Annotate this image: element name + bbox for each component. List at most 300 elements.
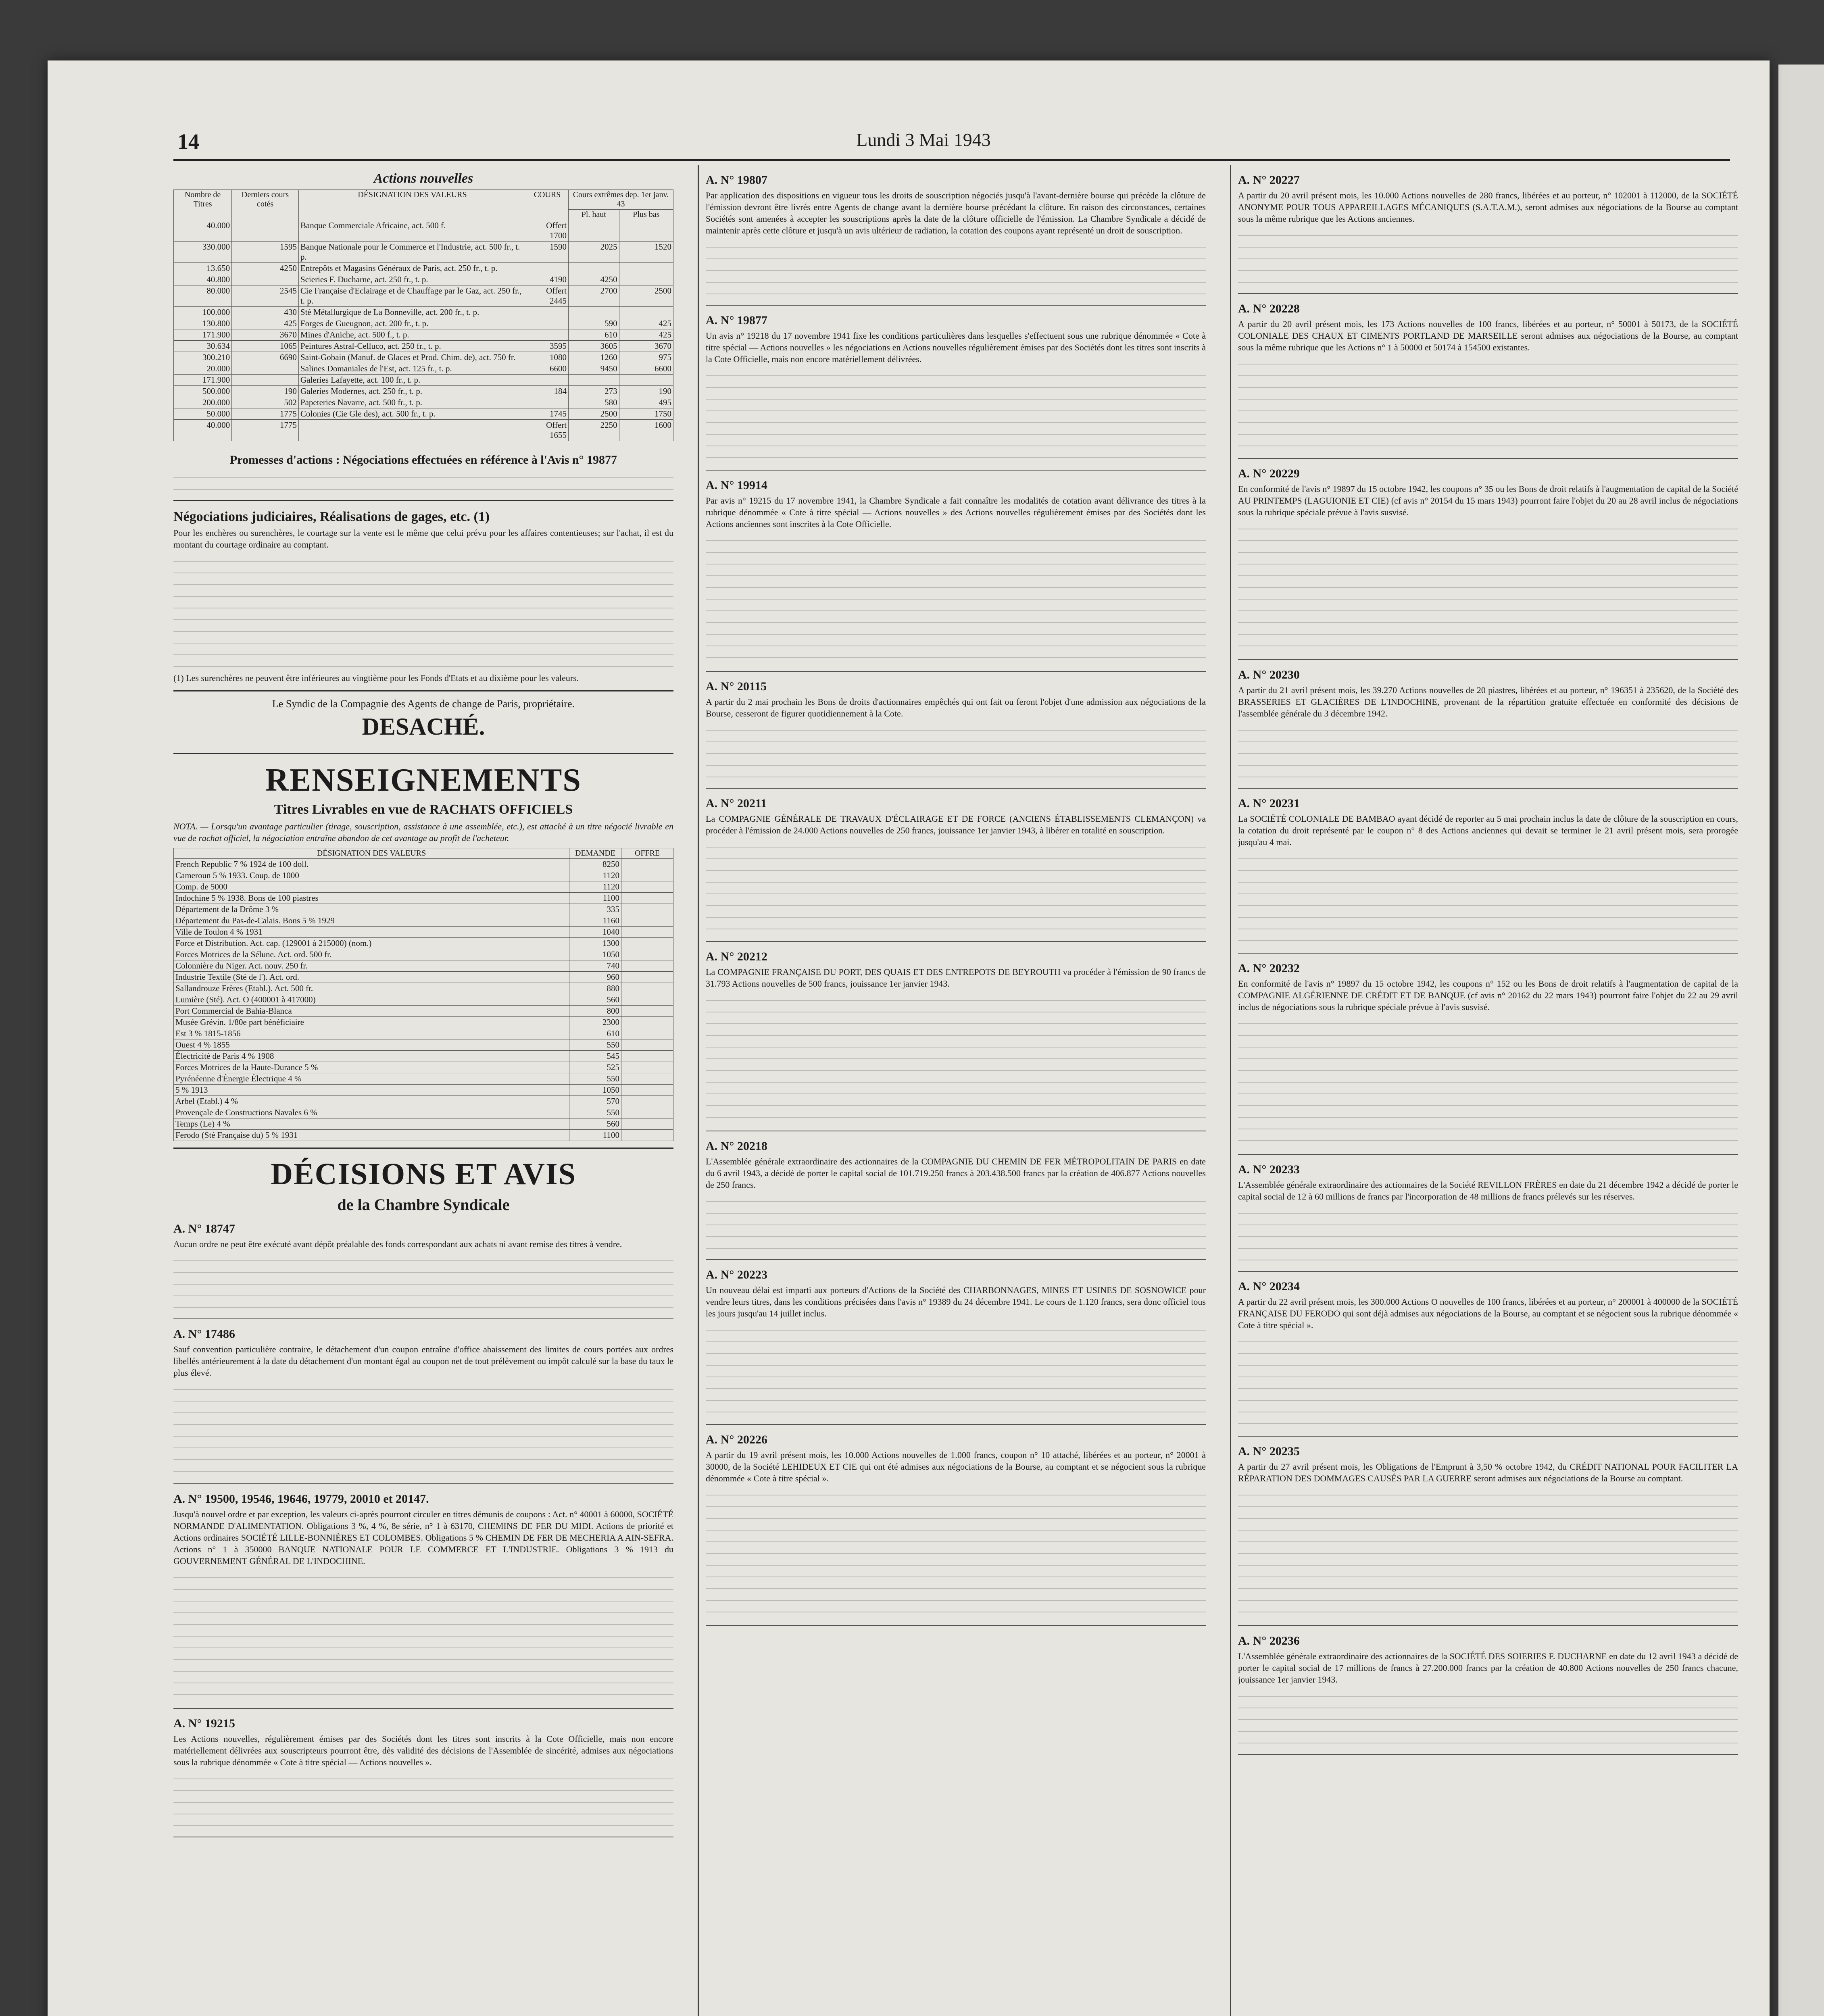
table-cell — [621, 1130, 673, 1141]
table-cell: 500.000 — [174, 386, 232, 397]
table-cell: 80.000 — [174, 285, 232, 307]
table-cell: 525 — [569, 1062, 621, 1073]
table-row — [174, 352, 673, 363]
text-lines — [173, 1770, 673, 1831]
table-cell — [621, 1073, 673, 1085]
avis-notice — [1238, 1280, 1738, 1437]
table-cell: Électricité de Paris 4 % 1908 — [174, 1051, 569, 1062]
page-header — [133, 129, 1714, 153]
empty-table-lines — [173, 469, 673, 494]
table-row — [174, 1006, 673, 1017]
table-cell: 1040 — [569, 927, 621, 938]
table-cell: 1750 — [619, 408, 673, 420]
table-header: Cours extrêmes dep. 1er janv. 43 — [568, 190, 673, 210]
table-header: Derniers cours cotés — [232, 190, 299, 220]
avis-number: A. N° 19877 — [706, 314, 767, 327]
table-row — [174, 1028, 673, 1039]
column-rule — [698, 165, 699, 2016]
avis-number: A. N° 20236 — [1238, 1634, 1300, 1647]
table-cell — [621, 915, 673, 927]
page-date: Lundi 3 Mai 1943 — [856, 129, 991, 150]
decisions-subtitle: de la Chambre Syndicale — [337, 1195, 510, 1214]
renseignements-subtitle: Titres Livrables en vue de RACHATS OFFICIELS — [274, 802, 573, 817]
table-cell: Colonies (Cie Gle des), act. 500 fr., t. p. — [298, 408, 526, 420]
table-cell: 2500 — [619, 285, 673, 307]
table-cell: 1050 — [569, 1085, 621, 1096]
avis-notice — [173, 1717, 673, 1837]
avis-text: La SOCIÉTÉ COLONIALE DE BAMBAO ayant décidé de reporter au 5 mai prochain inclus la date de clôture de la souscription en cours, la cotation du droit représenté par le coupon n° 8 des Actions anciennes qui devait se terminer le 21 avril présent mois, sera prorogée jusqu'au 4 mai. — [1238, 814, 1738, 847]
avis-number: A. N° 20211 — [706, 797, 767, 810]
avis-text: La COMPAGNIE FRANÇAISE DU PORT, DES QUAIS ET DES ENTREPOTS DE BEYROUTH va procéder à l'émission de 90 francs de 31.793 Actions nouvelles de 500 francs, jouissance 1er janvier 1943. — [706, 967, 1206, 989]
table-cell: 4250 — [568, 274, 619, 285]
table-cell: 800 — [569, 1006, 621, 1017]
table-cell: Comp. de 5000 — [174, 881, 569, 893]
avis-notice — [706, 797, 1206, 942]
table-cell: 130.800 — [174, 318, 232, 329]
table-cell: Indochine 5 % 1938. Bons de 100 piastres — [174, 893, 569, 904]
avis-notice — [1238, 668, 1738, 789]
table-cell — [621, 994, 673, 1006]
table-cell: 425 — [619, 318, 673, 329]
avis-notice — [706, 680, 1206, 789]
avis-text: A partir du 2 mai prochain les Bons de droits d'actionnaires empêchés qui ont fait ou feront l'objet d'une admission aux négociations de la Bourse, cesseront de figurer quotidiennement à la Cote. — [706, 697, 1206, 719]
table-header: Plus bas — [619, 210, 673, 220]
table-row — [174, 904, 673, 915]
table-cell: Est 3 % 1815-1856 — [174, 1028, 569, 1039]
table-cell: Offert 1700 — [526, 220, 568, 242]
actions-nouvelles-title: Actions nouvelles — [373, 171, 473, 186]
avis-number: A. N° 20218 — [706, 1139, 767, 1153]
table-cell — [619, 274, 673, 285]
table-cell: 880 — [569, 983, 621, 994]
text-lines — [1238, 227, 1738, 287]
avis-notice — [706, 173, 1206, 306]
empty-listing — [173, 553, 673, 670]
table-cell — [619, 307, 673, 318]
table-row — [174, 1096, 673, 1107]
text-lines — [706, 839, 1206, 935]
table-cell — [621, 972, 673, 983]
avis-text: Un avis n° 19218 du 17 novembre 1941 fixe les conditions particulières dans lesquelles s'effectuent sous une rubrique dénommée « Cote à titre spécial — Actions nouvelles » les négociations en Actions nouvelles régulièrement émises par des Sociétés dont les titres sont inscrits à la Cote Officielle, mais non encore matériellement délivrées. — [706, 331, 1206, 364]
table-cell — [568, 307, 619, 318]
table-cell: 335 — [569, 904, 621, 915]
table-cell: Saint-Gobain (Manuf. de Glaces et Prod. Chim. de), act. 750 fr. — [298, 352, 526, 363]
negociations-text: Pour les enchères ou surenchères, le courtage sur la vente est le même que celui prévu pour les affaires contentieuses; sur l'achat, il est du montant du courtage ordinaire au comptant. — [173, 528, 673, 550]
table-row — [174, 375, 673, 386]
table-cell: 3595 — [526, 341, 568, 352]
table-cell — [526, 307, 568, 318]
table-cell: 1050 — [569, 949, 621, 960]
table-row — [174, 420, 673, 441]
table-cell: Sallandrouze Frères (Etabl.). Act. 500 fr. — [174, 983, 569, 994]
avis-number: A. N° 20235 — [1238, 1445, 1300, 1458]
table-cell — [232, 363, 299, 375]
text-lines — [173, 1569, 673, 1702]
table-cell — [526, 318, 568, 329]
table-cell: 1065 — [232, 341, 299, 352]
avis-number: A. N° 20231 — [1238, 797, 1300, 810]
avis-notice — [1238, 173, 1738, 294]
table-row — [174, 397, 673, 408]
table-cell: Forges de Gueugnon, act. 200 fr., t. p. — [298, 318, 526, 329]
separator — [173, 690, 673, 691]
table-cell: 6600 — [619, 363, 673, 375]
avis-text: A partir du 20 avril présent mois, les 173 Actions nouvelles de 100 francs, libérées et au porteur, n° 50001 à 50173, de la SOCIÉTÉ COLONIALE DES CHAUX ET CIMENTS PORTLAND DE MARSEILLE seront admises aux négociations de la Bourse, au comptant sous la même rubrique que les Actions n° 1 à 50000 et 50174 à 154500 existantes. — [1238, 319, 1738, 352]
table-cell — [619, 220, 673, 242]
table-cell: 495 — [619, 397, 673, 408]
table-cell: 975 — [619, 352, 673, 363]
table-cell: 550 — [569, 1039, 621, 1051]
avis-number: A. N° 19914 — [706, 479, 767, 492]
avis-number: A. N° 20226 — [706, 1433, 767, 1446]
renseignements-title: RENSEIGNEMENTS — [265, 762, 582, 798]
table-cell: 200.000 — [174, 397, 232, 408]
table-cell — [621, 938, 673, 949]
table-row — [174, 983, 673, 994]
table-cell: 1120 — [569, 870, 621, 881]
avis-number: A. N° 20229 — [1238, 467, 1300, 480]
table-row — [174, 363, 673, 375]
table-cell — [568, 263, 619, 274]
text-lines — [173, 1381, 673, 1478]
avis-text: A partir du 19 avril présent mois, les 10.000 Actions nouvelles de 1.000 francs, coupon n° 10 attaché, libérées et au porteur, n° 20001 à 30000, de la Société LEHIDEUX ET CIE qui ont été admises aux négociations de la Bourse, au comptant et se négocient sous la rubrique dénommée « Cote à titre spécial ». — [706, 1450, 1206, 1483]
table-cell: Offert 2445 — [526, 285, 568, 307]
table-row — [174, 220, 673, 242]
table-cell — [568, 220, 619, 242]
column-3 — [1238, 165, 1738, 2016]
avis-notice — [706, 1268, 1206, 1425]
separator — [173, 753, 673, 754]
table-cell: Scieries F. Ducharne, act. 250 fr., t. p. — [298, 274, 526, 285]
table-row — [174, 1039, 673, 1051]
table-cell: 50.000 — [174, 408, 232, 420]
table-row — [174, 927, 673, 938]
avis-text: En conformité de l'avis n° 19897 du 15 octobre 1942, les coupons n° 152 ou les Bons de droit relatifs à l'augmentation de capital de la COMPAGNIE ALGÉRIENNE DE CRÉDIT ET DE BANQUE (cf avis n° 20162 du 22 mars 1943) pourront faire l'objet du 22 au 29 avril inclus de négociations sous la rubrique spéciale prévue à l'avis susvisé. — [1238, 979, 1738, 1012]
table-cell — [298, 420, 526, 441]
table-cell: 40.800 — [174, 274, 232, 285]
table-cell: Ville de Toulon 4 % 1931 — [174, 927, 569, 938]
table-row — [174, 1130, 673, 1141]
table-row — [174, 263, 673, 274]
syndic-signature: DESACHÉ. — [362, 713, 485, 740]
table-cell: 550 — [569, 1107, 621, 1118]
table-row — [174, 307, 673, 318]
table-cell — [526, 397, 568, 408]
table-header: DÉSIGNATION DES VALEURS — [174, 848, 569, 859]
table-header: OFFRE — [621, 848, 673, 859]
avis-number: A. N° 19500, 19546, 19646, 19779, 20010 et 20147. — [173, 1492, 429, 1506]
table-cell: 610 — [568, 329, 619, 341]
table-cell: Provençale de Constructions Navales 6 % — [174, 1107, 569, 1118]
table-cell — [232, 274, 299, 285]
table-cell: Département de la Drôme 3 % — [174, 904, 569, 915]
table-row — [174, 893, 673, 904]
avis-notice — [173, 1327, 673, 1484]
avis-number: A. N° 20223 — [706, 1268, 767, 1281]
table-cell: Lumière (Sté). Act. O (400001 à 417000) — [174, 994, 569, 1006]
table-cell — [526, 263, 568, 274]
table-cell: Forces Motrices de la Haute-Durance 5 % — [174, 1062, 569, 1073]
next-page-edge — [1778, 65, 1824, 2016]
avis-number: A. N° 19807 — [706, 173, 767, 187]
table-cell — [621, 893, 673, 904]
table-row — [174, 386, 673, 397]
text-lines — [1238, 1487, 1738, 1620]
table-cell: 184 — [526, 386, 568, 397]
text-lines — [706, 1322, 1206, 1418]
table-cell: 190 — [619, 386, 673, 397]
table-cell — [619, 375, 673, 386]
table-cell: 590 — [568, 318, 619, 329]
table-cell — [526, 329, 568, 341]
table-cell: 430 — [232, 307, 299, 318]
avis-text: A partir du 20 avril présent mois, les 10.000 Actions nouvelles de 280 francs, libérées et au porteur, n° 102001 à 112000, de la SOCIÉTÉ ANONYME POUR TOUS APPAREILLAGES MÉCANIQUES (S.A.T.A.M.), seront admises aux négociations de la Bourse au comptant sous la même rubrique que les Actions anciennes. — [1238, 190, 1738, 224]
text-lines — [706, 532, 1206, 665]
table-row — [174, 1017, 673, 1028]
avis-text: L'Assemblée générale extraordinaire des actionnaires de la Société REVILLON FRÈRES en date du 21 décembre 1942 a décidé de porter le capital social de 12 à 60 millions de francs par l'incorporation de 48 millions de francs prélevés sur les réserves. — [1238, 1180, 1738, 1202]
table-cell: 1100 — [569, 1130, 621, 1141]
table-cell: 570 — [569, 1096, 621, 1107]
table-cell: Temps (Le) 4 % — [174, 1118, 569, 1130]
table-cell: 6690 — [232, 352, 299, 363]
actions-nouvelles-table — [173, 190, 673, 441]
table-cell: 1775 — [232, 420, 299, 441]
table-cell: 2500 — [568, 408, 619, 420]
avis-notice — [706, 1139, 1206, 1260]
table-cell: 1100 — [569, 893, 621, 904]
column-2 — [706, 165, 1206, 2016]
table-cell: 13.650 — [174, 263, 232, 274]
table-cell — [621, 1039, 673, 1051]
separator — [173, 1148, 673, 1149]
column-1 — [173, 165, 673, 2016]
table-cell — [621, 1006, 673, 1017]
avis-text: Un nouveau délai est imparti aux porteurs d'Actions de la Société des CHARBONNAGES, MINES ET USINES DE SOSNOWICE pour vendre leurs titres, dans les conditions précisées dans l'avis n° 19389 du 24 décembre 1941. Le cours de 1.120 francs, sera donc officiel tous les jours jusqu'au 14 juillet inclus. — [706, 1285, 1206, 1318]
avis-text: Jusqu'à nouvel ordre et par exception, les valeurs ci-après pourront circuler en titres démunis de coupons : Act. n° 40001 à 60000, SOCIÉTÉ NORMANDE D'ALIMENTATION. Obligations 3 %, 4 %, 8e série, n° 1 à 63170, CHEMINS DE FER DU MIDI. Actions de priorité et Actions ordinaires SOCIÉTÉ LILLE-BONNIÈRES ET COLOMBES. Obligations 5 % CHEMIN DE FER DE MECHERIA A AIN-SEFRA. Actions n° 1 à 350000 BANQUE NATIONALE POUR LE COMMERCE ET L'INDUSTRIE. Obligations 3 % 1913 du GOUVERNEMENT GÉNÉRAL DE L'INDOCHINE. — [173, 1509, 673, 1566]
avis-number: A. N° 20232 — [1238, 962, 1300, 975]
table-cell: 425 — [619, 329, 673, 341]
table-cell: 9450 — [568, 363, 619, 375]
renseignements-note: NOTA. — Lorsqu'un avantage particulier (tirage, souscription, assistance à une assemblée, etc.), est attaché à un titre négocié livrable en vue de rachat officiel, la négociation entraîne abandon de cet avantage au profit de l'acheteur. — [173, 821, 673, 843]
text-lines — [706, 239, 1206, 299]
table-cell: Ferodo (Sté Française du) 5 % 1931 — [174, 1130, 569, 1141]
table-cell: 1080 — [526, 352, 568, 363]
table-cell: 560 — [569, 994, 621, 1006]
table-cell: 100.000 — [174, 307, 232, 318]
table-cell: Cie Française d'Eclairage et de Chauffage par le Gaz, act. 250 fr., t. p. — [298, 285, 526, 307]
table-cell: 2700 — [568, 285, 619, 307]
table-cell: 4250 — [232, 263, 299, 274]
table-cell: Galeries Lafayette, act. 100 fr., t. p. — [298, 375, 526, 386]
table-row — [174, 408, 673, 420]
avis-text: Les Actions nouvelles, régulièrement émises par des Sociétés dont les titres sont inscrits à la Cote Officielle, mais non encore matériellement délivrées aux souscripteurs pourront être, dès validité des décisions de l'Assemblée de sincérité, admises aux négociations sous la rubrique dénommée « Cote à titre spécial — Actions nouvelles ». — [173, 1734, 673, 1767]
table-cell — [232, 375, 299, 386]
table-cell: 1260 — [568, 352, 619, 363]
table-cell: Papeteries Navarre, act. 500 fr., t. p. — [298, 397, 526, 408]
table-row — [174, 1118, 673, 1130]
avis-number: A. N° 20230 — [1238, 668, 1300, 681]
text-lines — [706, 1487, 1206, 1620]
syndic-line: Le Syndic de la Compagnie des Agents de change de Paris, propriétaire. — [272, 698, 575, 710]
table-cell: Forces Motrices de la Sélune. Act. ord. 500 fr. — [174, 949, 569, 960]
table-cell: Peintures Astral-Celluco, act. 250 fr., t. p. — [298, 341, 526, 352]
text-lines — [1238, 722, 1738, 782]
avis-notice — [706, 314, 1206, 471]
table-cell: 6600 — [526, 363, 568, 375]
table-cell — [621, 949, 673, 960]
avis-number: A. N° 20212 — [706, 950, 767, 963]
table-cell: Banque Commerciale Africaine, act. 500 f. — [298, 220, 526, 242]
text-lines — [1238, 1015, 1738, 1148]
column-rule — [1230, 165, 1231, 2016]
table-row — [174, 960, 673, 972]
table-row — [174, 938, 673, 949]
table-cell: 2545 — [232, 285, 299, 307]
table-row — [174, 274, 673, 285]
negociations-title: Négociations judiciaires, Réalisations de gages, etc. (1) — [173, 509, 490, 524]
table-cell: Mines d'Aniche, act. 500 f., t. p. — [298, 329, 526, 341]
text-lines — [706, 1193, 1206, 1254]
text-lines — [706, 722, 1206, 782]
table-cell: 190 — [232, 386, 299, 397]
table-cell: 330.000 — [174, 242, 232, 263]
text-lines — [1238, 1333, 1738, 1430]
table-header: Pl. haut — [568, 210, 619, 220]
table-cell: 40.000 — [174, 220, 232, 242]
text-lines — [173, 1252, 673, 1313]
table-cell: 960 — [569, 972, 621, 983]
avis-text: En conformité de l'avis n° 19897 du 15 octobre 1942, les coupons n° 35 ou les Bons de droit relatifs à l'augmentation de capital de la Société AU PRINTEMPS (LAGUIONIE ET CIE) (cf avis n° 20154 du 15 mars 1943) pourront faire l'objet du 20 au 28 avril inclus de négociations sous la rubrique spéciale prévue à l'avis susvisé. — [1238, 484, 1738, 517]
table-row — [174, 994, 673, 1006]
table-header: Nombre de Titres — [174, 190, 232, 220]
rachats-table — [173, 848, 673, 1141]
promesses-title: Promesses d'actions : Négociations effectuées en référence à l'Avis n° 19877 — [229, 453, 617, 467]
table-cell: 1520 — [619, 242, 673, 263]
table-row — [174, 1062, 673, 1073]
table-cell: 20.000 — [174, 363, 232, 375]
table-cell: 273 — [568, 386, 619, 397]
table-row — [174, 242, 673, 263]
table-cell: Arbel (Etabl.) 4 % — [174, 1096, 569, 1107]
table-cell — [621, 983, 673, 994]
table-cell — [621, 1096, 673, 1107]
table-cell — [621, 1028, 673, 1039]
table-row — [174, 1073, 673, 1085]
table-header: DÉSIGNATION DES VALEURS — [298, 190, 526, 220]
table-cell — [526, 375, 568, 386]
table-cell — [621, 1051, 673, 1062]
avis-number: A. N° 19215 — [173, 1717, 235, 1730]
table-header: DEMANDE — [569, 848, 621, 859]
table-header: COURS — [526, 190, 568, 220]
table-cell: 560 — [569, 1118, 621, 1130]
table-cell: Industrie Textile (Sté de l'). Act. ord. — [174, 972, 569, 983]
avis-notice — [1238, 962, 1738, 1155]
table-cell: 300.210 — [174, 352, 232, 363]
table-cell: 502 — [232, 397, 299, 408]
text-lines — [1238, 521, 1738, 654]
avis-number: A. N° 20233 — [1238, 1163, 1300, 1176]
table-cell: 4190 — [526, 274, 568, 285]
table-cell: 3670 — [232, 329, 299, 341]
table-cell: Département du Pas-de-Calais. Bons 5 % 1929 — [174, 915, 569, 927]
avis-notice — [173, 1492, 673, 1709]
table-cell: 40.000 — [174, 420, 232, 441]
avis-text: Par application des dispositions en vigueur tous les droits de souscription négociés jusqu'à l'avant-dernière bourse qui précède la clôture de l'émission devront être livrés entre Agents de change avant la dernière bourse précédant la clôture. En raison des circonstances, certaines Sociétés sont amenées à accepter les souscriptions après la date de la clôture officielle de l'émission. La Chambre Syndicale a décidé de maintenir après cette clôture et jusqu'à un avis ultérieur de radiation, la cotation des coupons ayant représenté un droit de souscription. — [706, 190, 1206, 235]
table-cell — [621, 904, 673, 915]
separator — [173, 500, 673, 501]
avis-text: Par avis n° 19215 du 17 novembre 1941, la Chambre Syndicale a fait connaître les modalités de cotation avant délivrance des titres à la rubrique dénommée « Cote à titre spécial — Actions nouvelles » des Actions nouvelles régulièrement émises par des Sociétés dont les Actions anciennes sont inscrites à la Cote Officielle. — [706, 496, 1206, 529]
table-cell: 580 — [568, 397, 619, 408]
table-cell — [232, 220, 299, 242]
avis-number: A. N° 17486 — [173, 1327, 235, 1341]
table-cell: Entrepôts et Magasins Généraux de Paris, act. 250 fr., t. p. — [298, 263, 526, 274]
avis-notice — [1238, 1634, 1738, 1755]
table-row — [174, 1085, 673, 1096]
table-cell — [621, 1017, 673, 1028]
avis-notice — [706, 479, 1206, 672]
table-cell: Banque Nationale pour le Commerce et l'Industrie, act. 500 fr., t. p. — [298, 242, 526, 263]
table-row — [174, 285, 673, 307]
table-cell — [621, 927, 673, 938]
table-cell: 171.900 — [174, 329, 232, 341]
text-lines — [706, 367, 1206, 464]
avis-notice — [173, 1222, 673, 1319]
avis-text: Aucun ordre ne peut être exécuté avant dépôt préalable des fonds correspondant aux achats ni avant remise des titres à vendre. — [173, 1239, 622, 1249]
avis-notice — [1238, 797, 1738, 954]
table-cell: Ouest 4 % 1855 — [174, 1039, 569, 1051]
table-cell: 1745 — [526, 408, 568, 420]
table-cell: 3670 — [619, 341, 673, 352]
table-cell — [621, 859, 673, 870]
table-cell: 1300 — [569, 938, 621, 949]
table-row — [174, 1051, 673, 1062]
text-lines — [1238, 1205, 1738, 1265]
table-cell: 1590 — [526, 242, 568, 263]
table-cell: 610 — [569, 1028, 621, 1039]
table-cell: Sté Métallurgique de La Bonneville, act. 200 fr., t. p. — [298, 307, 526, 318]
table-cell: French Republic 7 % 1924 de 100 doll. — [174, 859, 569, 870]
avis-notice — [1238, 467, 1738, 660]
table-cell: 1595 — [232, 242, 299, 263]
decisions-title: DÉCISIONS ET AVIS — [271, 1157, 576, 1191]
negociations-note: (1) Les surenchères ne peuvent être inférieures au vingtième pour les Fonds d'Etats et au dixième pour les valeurs. — [173, 673, 579, 683]
table-cell: 2300 — [569, 1017, 621, 1028]
table-cell: 1600 — [619, 420, 673, 441]
avis-number: A. N° 20234 — [1238, 1280, 1300, 1293]
table-cell: 2025 — [568, 242, 619, 263]
table-cell: 550 — [569, 1073, 621, 1085]
table-cell: 740 — [569, 960, 621, 972]
table-cell: 30.634 — [174, 341, 232, 352]
table-cell — [621, 1107, 673, 1118]
table-row — [174, 870, 673, 881]
table-cell — [621, 870, 673, 881]
table-cell: 1775 — [232, 408, 299, 420]
table-cell — [621, 1062, 673, 1073]
table-row — [174, 329, 673, 341]
avis-notice — [1238, 302, 1738, 459]
table-cell: Port Commercial de Bahia-Blanca — [174, 1006, 569, 1017]
table-row — [174, 1107, 673, 1118]
table-cell — [621, 960, 673, 972]
avis-text: A partir du 22 avril présent mois, les 300.000 Actions O nouvelles de 100 francs, libérées et au porteur, n° 200001 à 400000 de la SOCIÉTÉ FRANÇAISE DU FERODO qui sont déjà admises aux négociations de la Bourse, au comptant et se négocient sous la rubrique dénommée « Cote à titre spécial ». — [1238, 1297, 1738, 1330]
avis-text: La COMPAGNIE GÉNÉRALE DE TRAVAUX D'ÉCLAIRAGE ET DE FORCE (ANCIENS ÉTABLISSEMENTS CLEMANÇON) va procéder à l'émission de 24.000 Actions nouvelles de 250 francs, jouissance 1er janvier 1943, à libérer en totalité en souscription. — [706, 814, 1206, 835]
table-cell — [621, 1118, 673, 1130]
avis-number: A. N° 20228 — [1238, 302, 1300, 315]
text-lines — [1238, 356, 1738, 452]
table-cell — [621, 881, 673, 893]
